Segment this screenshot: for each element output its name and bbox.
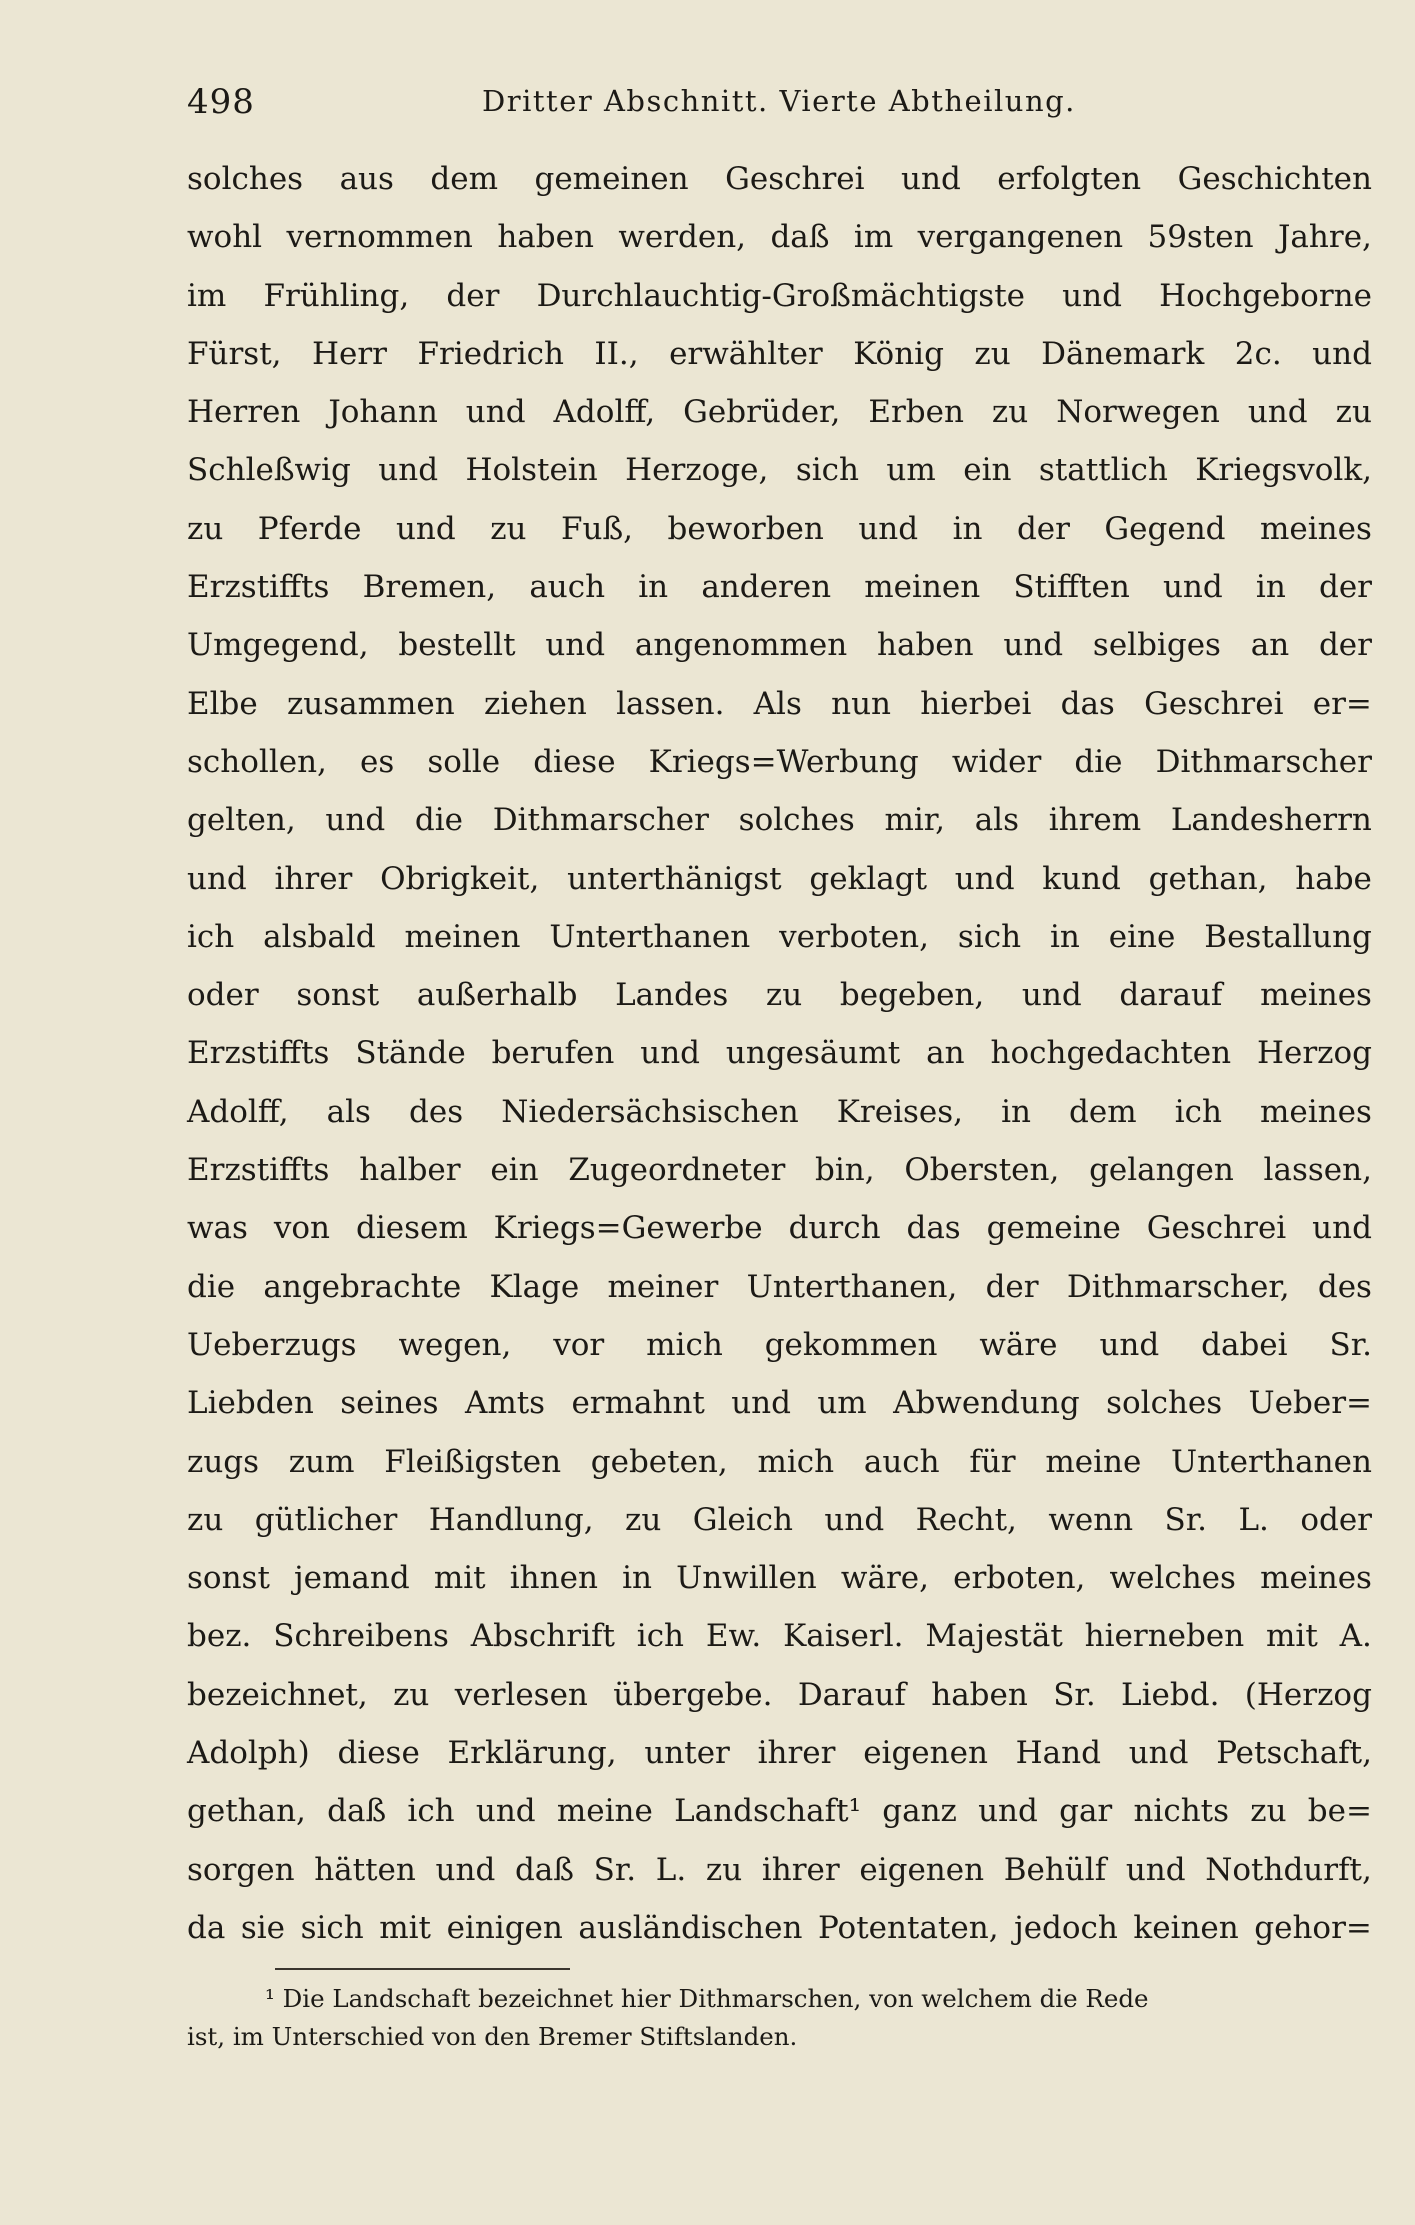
text-line: im Frühling, der Durchlauchtig-Großmächtigste und Hochgeborne <box>187 277 1372 314</box>
text-line: und ihrer Obrigkeit, unterthänigst geklagt und kund gethan, habe <box>187 860 1372 897</box>
text-line: zu gütlicher Handlung, zu Gleich und Recht, wenn Sr. L. oder <box>187 1501 1372 1538</box>
text-line: wohl vernommen haben werden, daß im vergangenen 59sten Jahre, <box>187 219 1372 256</box>
text-line: Umgegend, bestellt und angenommen haben und selbiges an der <box>187 627 1372 664</box>
text-line: Liebden seines Amts ermahnt und um Abwendung solches Ueber= <box>187 1385 1372 1422</box>
text-line: zugs zum Fleißigsten gebeten, mich auch für meine Unterthanen <box>187 1443 1372 1480</box>
text-line: die angebrachte Klage meiner Unterthanen, der Dithmarscher, des <box>187 1268 1372 1305</box>
text-line: Adolph) diese Erklärung, unter ihrer eigenen Hand und Petschaft, <box>187 1735 1372 1772</box>
text-line: bezeichnet, zu verlesen übergebe. Darauf haben Sr. Liebd. (Herzog <box>187 1676 1372 1713</box>
page-number: 498 <box>187 82 255 122</box>
text-line: Erzstiffts Stände berufen und ungesäumt an hochgedachten Herzog <box>187 1035 1372 1072</box>
text-line: schollen, es solle diese Kriegs=Werbung wider die Dithmarscher <box>187 743 1372 780</box>
text-line: Fürst, Herr Friedrich II., erwählter König zu Dänemark 2c. und <box>187 335 1372 372</box>
text-line: solches aus dem gemeinen Geschrei und erfolgten Geschichten <box>187 161 1372 197</box>
text-line: Schleßwig und Holstein Herzoge, sich um ein stattlich Kriegsvolk, <box>187 452 1372 489</box>
main-text-block <box>187 150 1372 1957</box>
text-line: da sie sich mit einigen ausländischen Potentaten, jedoch keinen gehor= <box>187 1909 1372 1946</box>
text-line: sorgen hätten und daß Sr. L. zu ihrer eigenen Behülf und Nothdurft, <box>187 1851 1372 1888</box>
text-line: Ueberzugs wegen, vor mich gekommen wäre und dabei Sr. <box>187 1326 1372 1363</box>
footnote-line: ist, im Unterschied von den Bremer Stiftslanden. <box>187 2022 798 2051</box>
text-line: was von diesem Kriegs=Gewerbe durch das gemeine Geschrei und <box>187 1210 1372 1247</box>
text-line: Erzstiffts Bremen, auch in anderen meinen Stifften und in der <box>187 569 1372 606</box>
text-line: sonst jemand mit ihnen in Unwillen wäre, erboten, welches meines <box>187 1560 1372 1597</box>
footnote <box>187 1980 1372 2056</box>
text-line: ich alsbald meinen Unterthanen verboten, sich in eine Bestallung <box>187 918 1372 955</box>
text-line: Erzstiffts halber ein Zugeordneter bin, Obersten, gelangen lassen, <box>187 1152 1372 1189</box>
text-line: Adolff, als des Niedersächsischen Kreises, in dem ich meines <box>187 1093 1372 1130</box>
text-line: gethan, daß ich und meine Landschaft¹ ganz und gar nichts zu be= <box>187 1793 1372 1830</box>
text-line: zu Pferde und zu Fuß, beworben und in der Gegend meines <box>187 510 1372 547</box>
footnote-rule <box>275 1968 570 1970</box>
text-line: oder sonst außerhalb Landes zu begeben, und darauf meines <box>187 977 1372 1014</box>
running-title: Dritter Abschnitt. Vierte Abtheilung. <box>482 84 1076 118</box>
text-line: bez. Schreibens Abschrift ich Ew. Kaiserl. Majestät hierneben mit A. <box>187 1618 1372 1655</box>
text-line: gelten, und die Dithmarscher solches mir, als ihrem Landesherrn <box>187 802 1372 839</box>
text-line: Elbe zusammen ziehen lassen. Als nun hierbei das Geschrei er= <box>187 685 1372 722</box>
text-line: Herren Johann und Adolff, Gebrüder, Erben zu Norwegen und zu <box>187 394 1372 431</box>
running-head <box>187 82 1397 132</box>
footnote-line: ¹ Die Landschaft bezeichnet hier Dithmarschen, von welchem die Rede <box>265 1984 1149 2013</box>
